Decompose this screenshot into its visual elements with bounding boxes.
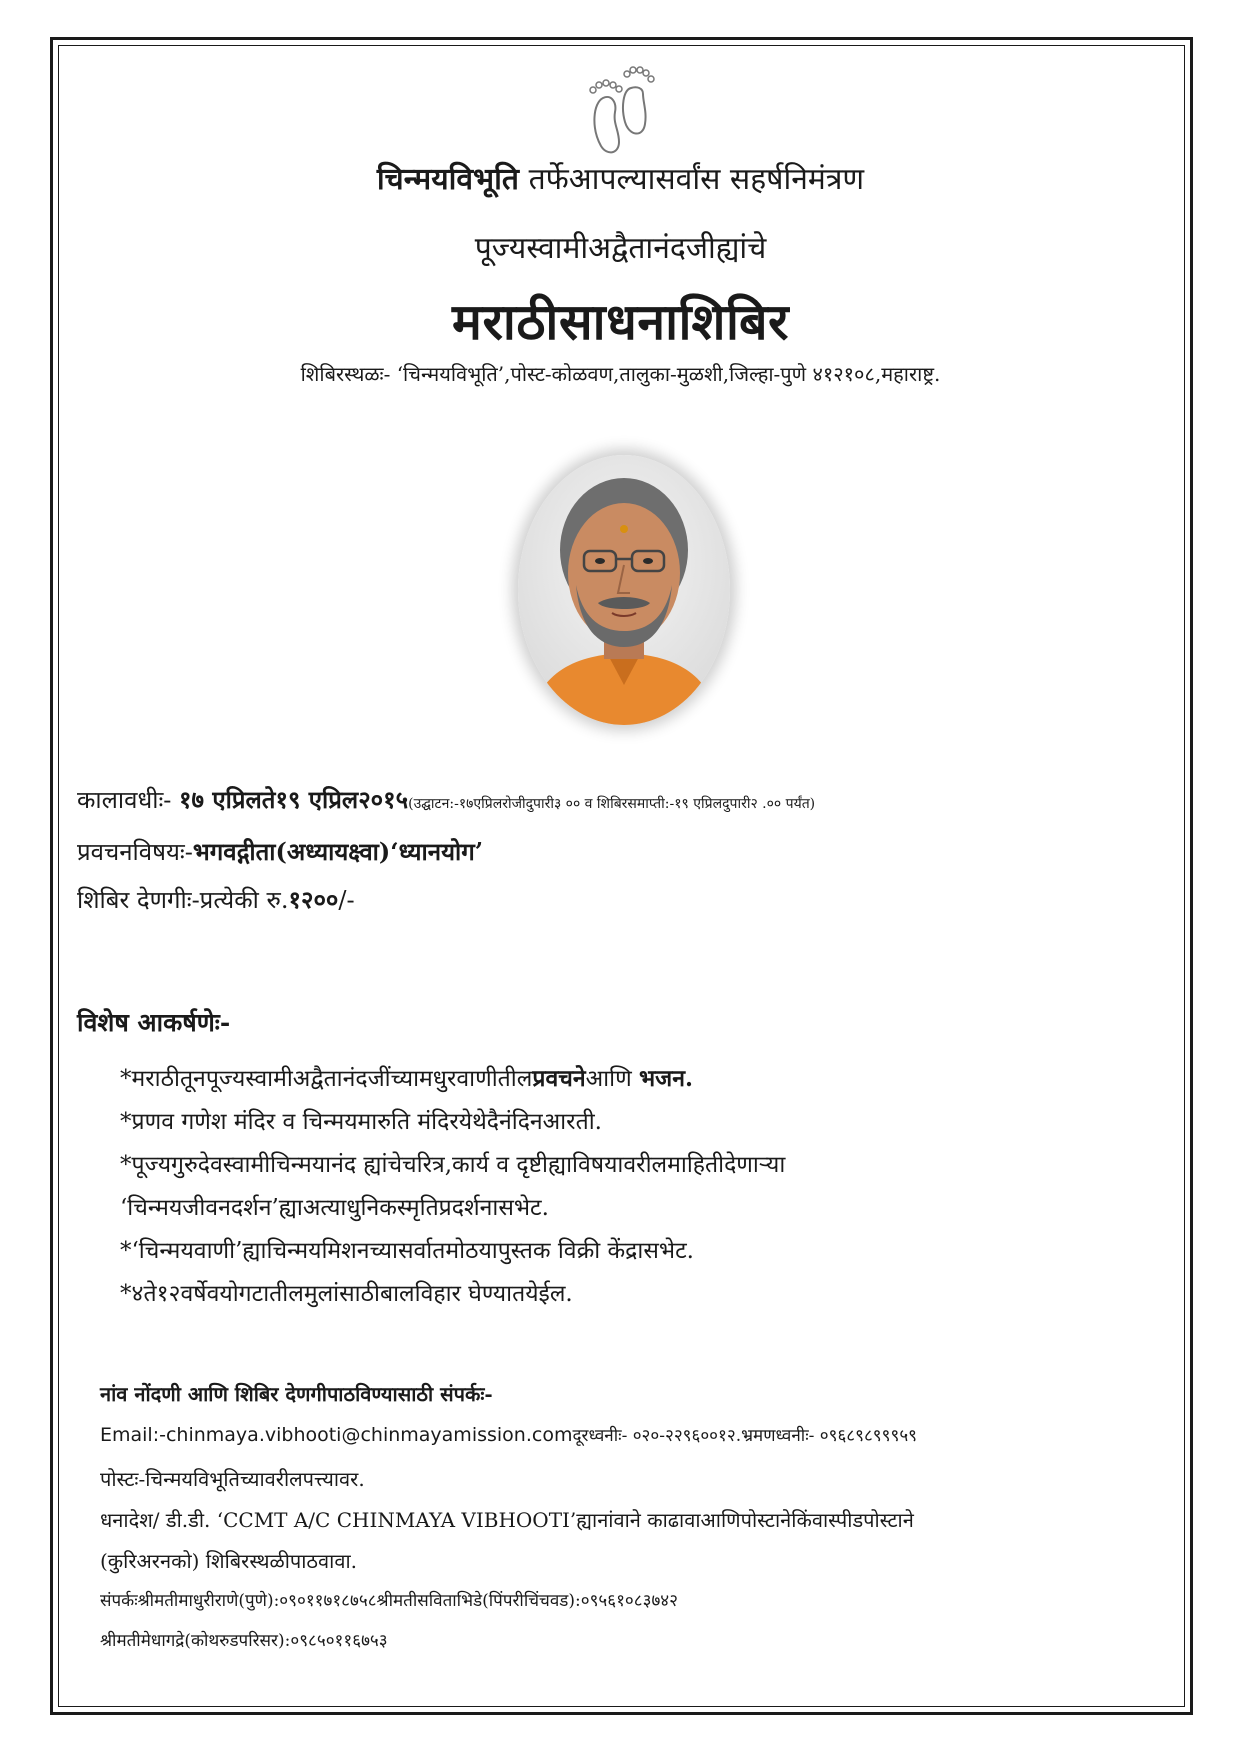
contact-persons-2: श्रीमतीमेधागद्रे(कोथरुडपरिसर):०९८५०११६७५३: [100, 1631, 388, 1651]
contact-courier: (कुरिअरनको) शिबिरस्थळीपाठवावा.: [100, 1549, 358, 1573]
special-heading: विशेष आकर्षणेः-: [77, 1008, 231, 1037]
fee-suffix: /-: [338, 886, 355, 914]
footprints-logo-icon: [563, 58, 673, 158]
topic-label: प्रवचनविषयः-: [77, 838, 193, 866]
venue-line: शिबिरस्थळः- ‘चिन्मयविभूति’,पोस्ट-कोळवण,तालुका-मुळशी,जिल्हा-पुणे ४१२१०८,महाराष्ट्र.: [300, 362, 941, 386]
fee-row: [77, 883, 355, 916]
contact-dd: धनादेश/ डी.डी. ‘CCMT A/C CHINMAYA VIBHOOTI’ह्यानांवाने काढावाआणिपोस्टानेकिंवास्पीडपोस्टाने: [100, 1508, 914, 1532]
contact-email-phone: [100, 1422, 917, 1446]
contact-heading: नांव नोंदणी आणि शिबिर देणगीपाठविण्यासाठी संपर्कः-: [100, 1382, 493, 1406]
topic-value: भगवद्गीता(अध्यायक्ष्वा)‘ध्यानयोग’: [192, 837, 484, 866]
topic-row: [77, 835, 483, 868]
duration-row: [77, 783, 815, 816]
contact-persons: संपर्कःश्रीमतीमाधुरीराणे(पुणे):०९०११७१८७५८श्रीमतीसविताभिडे(पिंपरीचिंचवड):०९५६१०८३७४२: [100, 1591, 678, 1611]
list-item: *प्रणव गणेश मंदिर व चिन्मयमारुति मंदिरयेथेदैनंदिनआरती.: [120, 1109, 602, 1135]
duration-note: (उद्घाटन:-१७एप्रिलरोजीदुपारी३ ०० व शिबिरसमाप्ती:-१९ एप्रिलदुपारी२ .०० पर्यंत): [408, 796, 816, 812]
org-name: चिन्मयविभूति: [376, 162, 520, 197]
page-title: मराठीसाधनाशिबिर: [452, 292, 789, 351]
phone-numbers: दूरध्वनीः- ०२०-२२९६००१२.भ्रमणध्वनीः- ०९६८९८९९९५९: [572, 1426, 918, 1446]
fee-value: १२००: [288, 885, 339, 914]
list-item: ‘चिन्मयजीवनदर्शन’ह्याअत्याधुनिकस्मृतिप्रदर्शनासभेट.: [120, 1195, 549, 1221]
list-item: *पूज्यगुरुदेवस्वामीचिन्मयानंद ह्यांचेचरित्र,कार्य व दृष्टीह्याविषयावरीलमाहितीदेणाऱ्या: [120, 1152, 786, 1178]
list-item: *मराठीतूनपूज्यस्वामीअद्वैतानंदजींच्यामधुरवाणीतीलप्रवचनेआणि भजन.: [120, 1065, 694, 1092]
email-link[interactable]: Email:-chinmaya.vibhooti@chinmayamission.com: [100, 1424, 573, 1446]
invitation-text: तर्फेआपल्यासर्वांस सहर्षनिमंत्रण: [519, 162, 865, 197]
list-item: *४ते१२वर्षेवयोगटातीलमुलांसाठीबालविहार घेण्यातयेईल.: [120, 1281, 573, 1307]
list-item: *‘चिन्मयवाणी’ह्याचिन्मयमिशनच्यासर्वातमोठयापुस्तक विक्री केंद्रासभेट.: [120, 1238, 694, 1264]
swami-line: पूज्यस्वामीअद्वैतानंदजीह्यांचे: [474, 231, 767, 266]
fee-label: शिबिर देणगीः-प्रत्येकी रु.: [77, 886, 289, 914]
duration-value: १७ एप्रिलते१९ एप्रिल२०१५: [179, 785, 409, 814]
contact-post: पोस्टः-चिन्मयविभूतिच्यावरीलपत्त्यावर.: [100, 1467, 365, 1491]
swami-portrait: [518, 455, 730, 725]
duration-label: कालावधीः-: [77, 786, 180, 814]
invitation-line: [0, 157, 1241, 198]
